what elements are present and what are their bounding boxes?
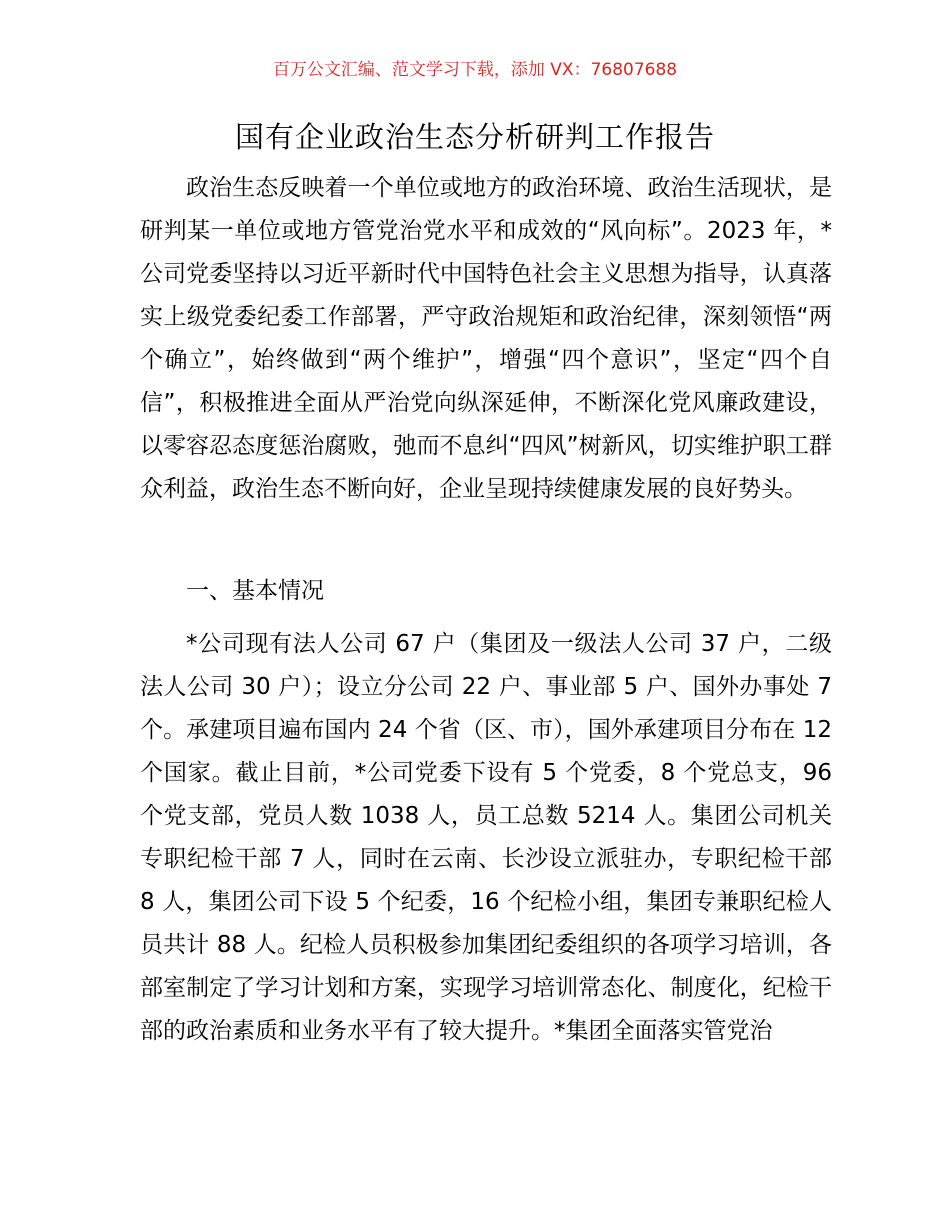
watermark-banner: 百万公文汇编、范文学习下载，添加 VX：76807688 — [272, 60, 678, 80]
intro-paragraph: 政治生态反映着一个单位或地方的政治环境、政治生活现状，是研判某一单位或地方管党治党水平和成效的“风向标”。2023 年，*公司党委坚持以习近平新时代中国特色社会主义思想为指导，认真落实上级党委纪委工作部署，严守政治规矩和政治纪律，深刻领悟“两个确立”，始终做到“两个维护”，增强“四个意识”，坚定“四个自信”，积极推进全面从严治党向纵深延伸，不断深化党风廉政建设，以零容忍态度惩治腐败，弛而不息纠“四风”树新风，切实维护职工群众利益，政治生态不断向好，企业呈现持续健康发展的良好势头。 — [140, 175, 832, 502]
intro-section — [140, 167, 832, 511]
basic-situation-section — [140, 623, 832, 1053]
document-title: 国有企业政治生态分析研判工作报告 — [234, 120, 715, 154]
basic-situation-paragraph: *公司现有法人公司 67 户（集团及一级法人公司 37 户，二级法人公司 30 户）；设立分公司 22 户、事业部 5 户、国外办事处 7 个。承建项目遍布国内 24 个省（区、市），国外承建项目分布在 12 个国家。截止目前，*公司党委下设有 5 个党委，8 个党总支，96 个党支部，党员人数 1038 人，员工总数 5214 人。集团公司机关专职纪检干部 7 人，同时在云南、长沙设立派驻办，专职纪检干部 8 人，集团公司下设 5 个纪委，16 个纪检小组，集团专兼职纪检人员共计 88 人。纪检人员积极参加集团纪委组织的各项学习培训，各部室制定了学习计划和方案，实现学习培训常态化、制度化，纪检干部的政治素质和业务水平有了较大提升。*集团全面落实管党治 — [140, 631, 832, 1044]
section-heading-basic-situation: 一、基本情况 — [186, 578, 324, 604]
